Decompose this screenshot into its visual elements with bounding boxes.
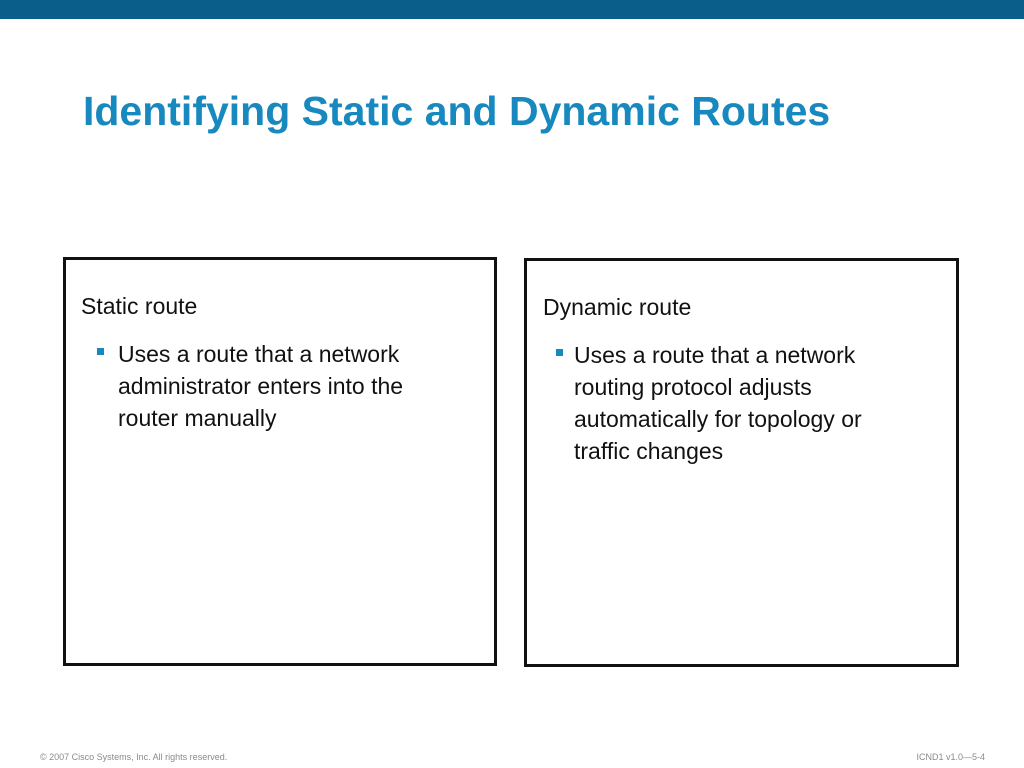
dynamic-route-box bbox=[524, 258, 959, 667]
static-route-box bbox=[63, 257, 497, 666]
static-route-heading: Static route bbox=[81, 293, 198, 319]
slide-reference: ICND1 v1.0—5-4 bbox=[916, 752, 985, 762]
square-bullet-icon bbox=[97, 348, 104, 355]
static-route-bullet bbox=[97, 338, 487, 434]
square-bullet-icon bbox=[556, 349, 563, 356]
top-banner bbox=[0, 0, 1024, 19]
slide-title: Identifying Static and Dynamic Routes bbox=[83, 88, 831, 134]
dynamic-route-bullet-text: Uses a route that a network routing protocol adjusts automatically for topology or traffic changes bbox=[574, 342, 862, 464]
static-route-bullet-text: Uses a route that a network administrator enters into the router manually bbox=[118, 341, 404, 431]
dynamic-route-heading: Dynamic route bbox=[543, 294, 692, 320]
dynamic-route-bullet bbox=[556, 339, 951, 467]
copyright-notice: © 2007 Cisco Systems, Inc. All rights reserved. bbox=[40, 752, 228, 762]
